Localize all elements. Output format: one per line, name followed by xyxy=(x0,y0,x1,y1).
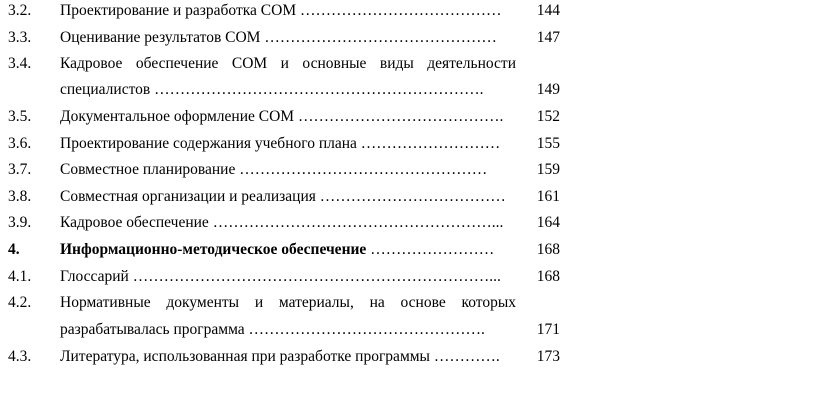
toc-row xyxy=(0,348,816,372)
entry-page: 149 xyxy=(536,81,560,98)
entry-title: Оценивание результатов СОМ ……………………………………… xyxy=(60,29,497,46)
entry-page: 161 xyxy=(536,188,560,205)
entry-number: 3.2. xyxy=(8,2,32,19)
entry-page: 168 xyxy=(536,241,560,258)
entry-leader-dots: …………………… xyxy=(366,241,495,258)
toc-row xyxy=(0,214,816,238)
entry-number: 3.5. xyxy=(8,108,32,125)
entry-number: 3.8. xyxy=(8,188,32,205)
entry-title-continuation: разрабатывалась программа ………………………………………. xyxy=(60,321,485,338)
entry-title-wrapper xyxy=(60,241,516,259)
entry-title: Документальное оформление СОМ …………………………………. xyxy=(60,108,504,125)
entry-number: 3.4. xyxy=(8,55,32,72)
entry-title: Совместное планирование ………………………………………… xyxy=(60,161,488,178)
toc-row xyxy=(0,135,816,159)
entry-page: 168 xyxy=(536,268,560,285)
entry-page: 144 xyxy=(536,2,560,19)
entry-title-continuation: специалистов ………………………………………………………. xyxy=(60,81,484,98)
entry-title: Проектирование и разработка СОМ ………………………………… xyxy=(60,2,502,19)
toc-row xyxy=(0,188,816,212)
toc-row xyxy=(0,161,816,185)
toc-row xyxy=(0,29,816,53)
entry-title: Литература, использованная при разработке программы …………. xyxy=(60,348,500,365)
entry-page: 171 xyxy=(536,321,560,338)
entry-page: 152 xyxy=(536,108,560,125)
entry-number: 4.1. xyxy=(8,268,32,285)
toc-row xyxy=(0,294,816,318)
entry-number: 3.6. xyxy=(8,135,32,152)
entry-number: 3.9. xyxy=(8,214,32,231)
entry-title: Информационно-методическое обеспечение xyxy=(60,241,367,258)
entry-page: 173 xyxy=(536,348,560,365)
entry-title: Глоссарий ……………………………………………………………... xyxy=(60,268,501,285)
toc-row-section xyxy=(0,241,816,265)
entry-title: Нормативные документы и материалы, на основе которых xyxy=(60,294,516,311)
entry-number: 4. xyxy=(8,241,20,258)
entry-number: 3.7. xyxy=(8,161,32,178)
entry-page: 164 xyxy=(536,214,560,231)
entry-number: 4.3. xyxy=(8,348,32,365)
entry-title: Проектирование содержания учебного плана ……………………… xyxy=(60,135,501,152)
entry-title: Кадровое обеспечение СОМ и основные виды деятельности xyxy=(60,55,516,72)
entry-title: Совместная организации и реализация ……………………………… xyxy=(60,188,506,205)
toc-row-continuation xyxy=(0,321,816,345)
toc-row-continuation xyxy=(0,81,816,105)
entry-page: 147 xyxy=(536,29,560,46)
toc-row xyxy=(0,268,816,292)
toc-row xyxy=(0,108,816,132)
entry-number: 4.2. xyxy=(8,294,32,311)
toc-row xyxy=(0,55,816,79)
entry-number: 3.3. xyxy=(8,29,32,46)
entry-page: 155 xyxy=(536,135,560,152)
entry-title: Кадровое обеспечение ………………………………………………... xyxy=(60,214,504,231)
entry-page: 159 xyxy=(536,161,560,178)
toc-row xyxy=(0,2,816,26)
